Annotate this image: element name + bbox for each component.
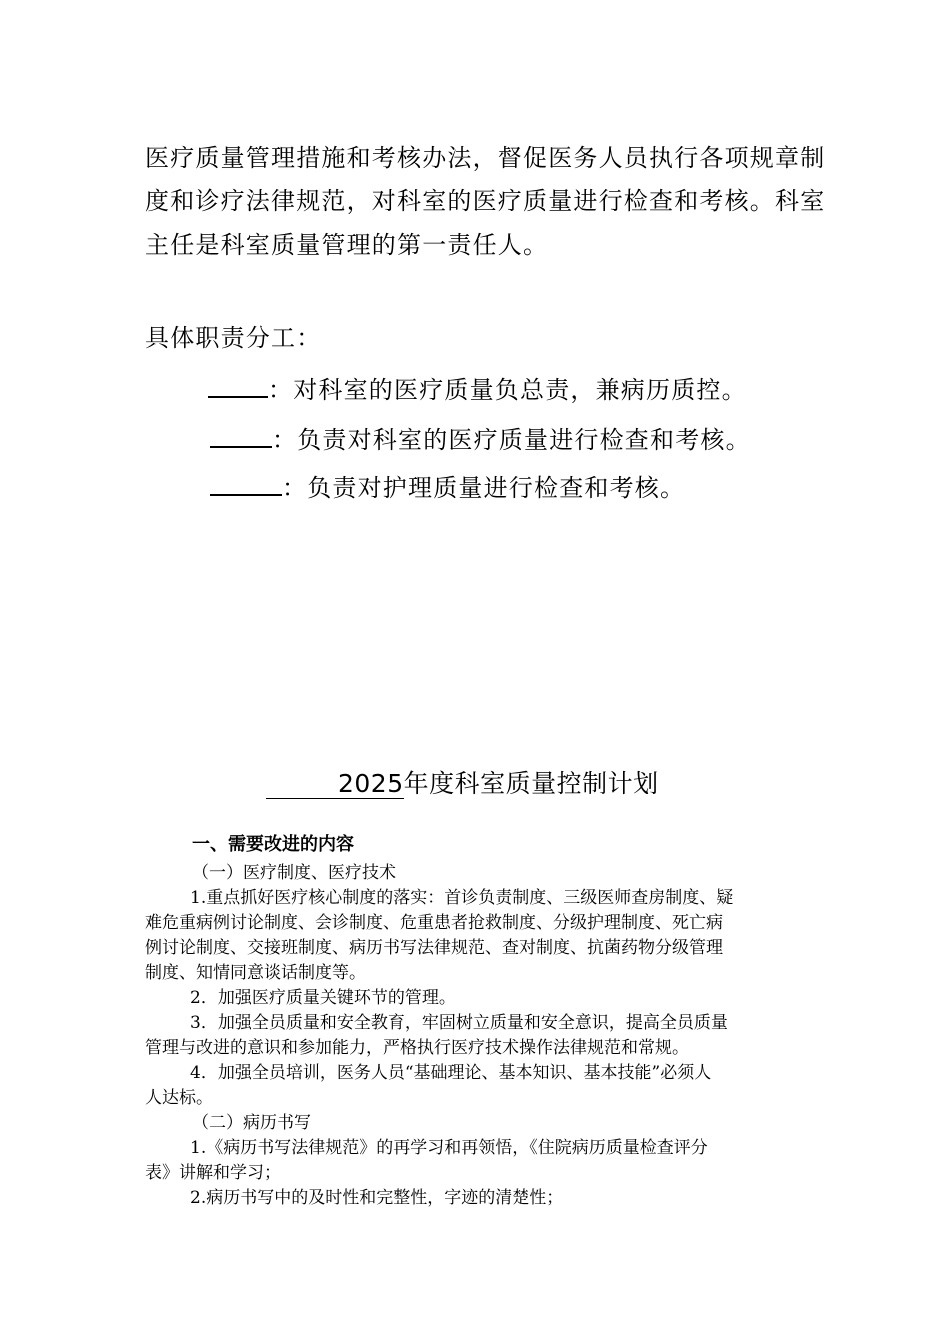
- plan-title-text: 年度科室质量控制计划: [403, 769, 659, 798]
- duty-item-2-text: ：负责对科室的医疗质量进行检查和考核。: [272, 426, 751, 454]
- body-line: 制度、知情同意谈话制度等。: [145, 963, 366, 983]
- subsection-heading: （二）病历书写: [192, 1113, 311, 1133]
- body-line: 3．加强全员质量和安全教育，牢固树立质量和安全意识，提高全员质量: [190, 1013, 728, 1033]
- body-line: 4．加强全员培训，医务人员“基础理论、基本知识、基本技能”必须人: [190, 1063, 712, 1083]
- duty-item-3: [210, 468, 685, 503]
- body-line: 1.重点抓好医疗核心制度的落实：首诊负责制度、三级医师查房制度、疑: [190, 888, 734, 908]
- name-blank: [208, 376, 268, 398]
- body-line: 1.《病历书写法律规范》的再学习和再领悟，《住院病历质量检查评分: [190, 1138, 708, 1158]
- plan-title: [266, 764, 659, 800]
- intro-line-3: 主任是科室质量管理的第一责任人。: [145, 231, 549, 259]
- duty-item-1-text: ：对科室的医疗质量负总责，兼病历质控。: [268, 376, 747, 404]
- body-line: 难危重病例讨论制度、会诊制度、危重患者抢救制度、分级护理制度、死亡病: [145, 913, 723, 933]
- duty-item-1: [208, 370, 747, 405]
- body-line: 2．加强医疗质量关键环节的管理。: [190, 988, 456, 1008]
- duties-heading: 具体职责分工：: [145, 324, 322, 352]
- section-heading: 一、需要改进的内容: [192, 834, 354, 855]
- subsection-heading: （一）医疗制度、医疗技术: [192, 863, 396, 883]
- duty-item-2: [210, 420, 751, 455]
- body-line: 表》讲解和学习；: [145, 1163, 281, 1183]
- intro-line-2: 度和诊疗法律规范，对科室的医疗质量进行检查和考核。科室: [145, 187, 826, 215]
- body-line: 2.病历书写中的及时性和完整性，字迹的清楚性；: [190, 1188, 564, 1208]
- name-blank: [210, 426, 272, 448]
- duty-item-3-text: ：负责对护理质量进行检查和考核。: [282, 474, 686, 502]
- intro-line-1: 医疗质量管理措施和考核办法，督促医务人员执行各项规章制: [145, 144, 826, 172]
- body-line: 例讨论制度、交接班制度、病历书写法律规范、查对制度、抗菌药物分级管理: [145, 938, 723, 958]
- body-line: 管理与改进的意识和参加能力，严格执行医疗技术操作法律规范和常规。: [145, 1038, 689, 1058]
- name-blank: [210, 474, 282, 496]
- plan-year: 2025: [266, 769, 404, 799]
- body-line: 人达标。: [145, 1088, 213, 1108]
